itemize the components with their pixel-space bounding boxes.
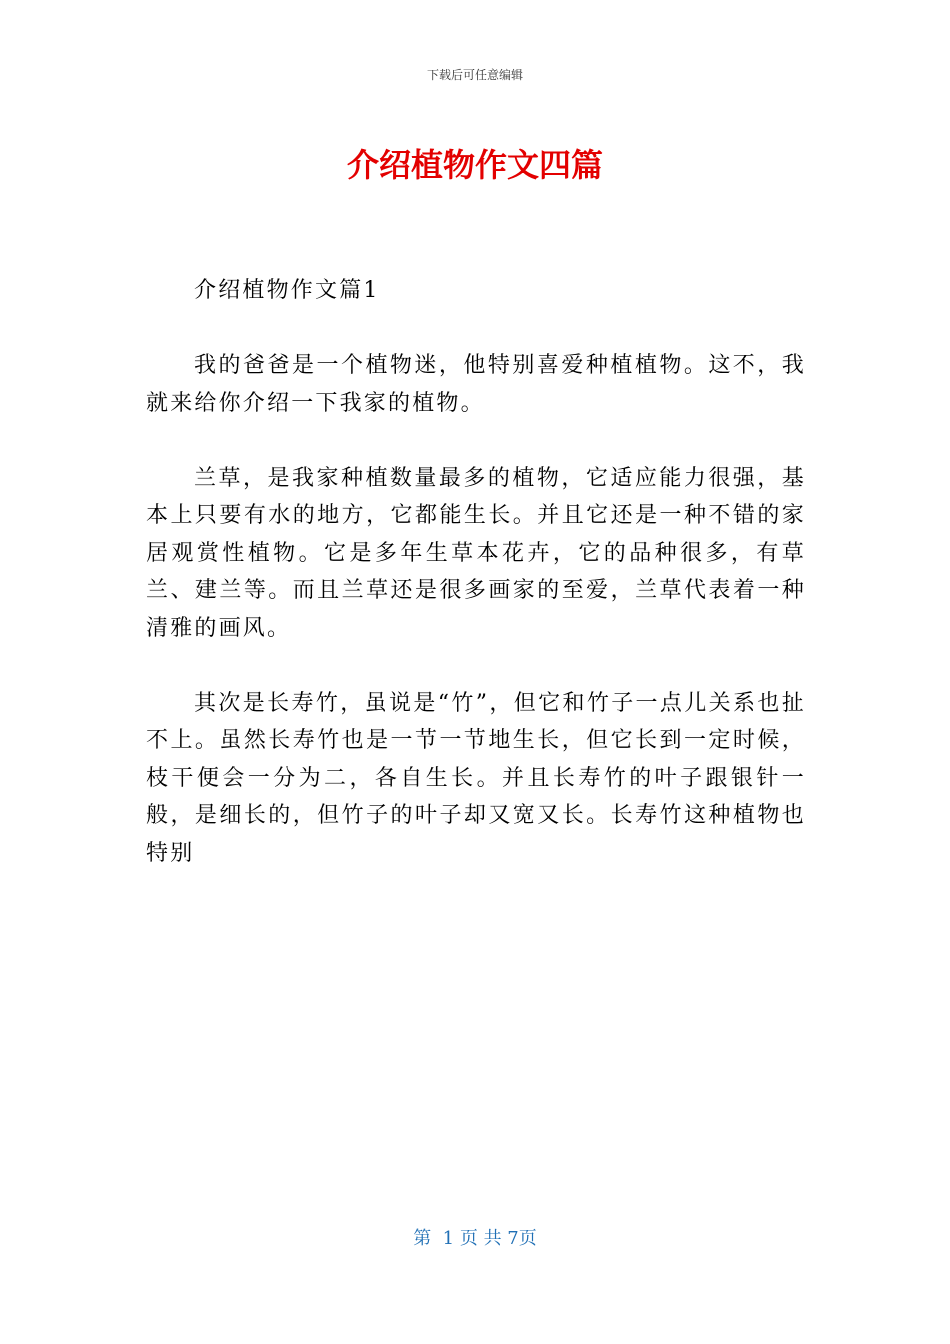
document-title: 介绍植物作文四篇 [346, 146, 603, 184]
paragraph-lucky-bamboo: 其次是长寿竹，虽说是“竹”，但它和竹子一点儿关系也扯不上。虽然长寿竹也是一节一节地生长，但它长到一定时候，枝干便会一分为二，各自生长。并且长寿竹的叶子跟银针一般，是细长的，但竹子的叶子却又宽又长。长寿竹这种植物也特别 [146, 690, 806, 866]
page-number-footer: 第 1 页 共 7页 [413, 1228, 537, 1249]
section-heading: 介绍植物作文篇1 [194, 278, 380, 303]
header-note: 下载后可任意编辑 [426, 68, 523, 82]
paragraph-orchid: 兰草，是我家种植数量最多的植物，它适应能力很强，基本上只要有水的地方，它都能生长。并且它还是一种不错的家居观赏性植物。它是多年生草本花卉，它的品种很多，有草兰、建兰等。而且兰草还是很多画家的至爱，兰草代表着一种清雅的画风。 [146, 465, 806, 641]
paragraph-intro: 我的爸爸是一个植物迷，他特别喜爱种植植物。这不，我就来给你介绍一下我家的植物。 [146, 353, 806, 416]
document-body [146, 272, 806, 910]
